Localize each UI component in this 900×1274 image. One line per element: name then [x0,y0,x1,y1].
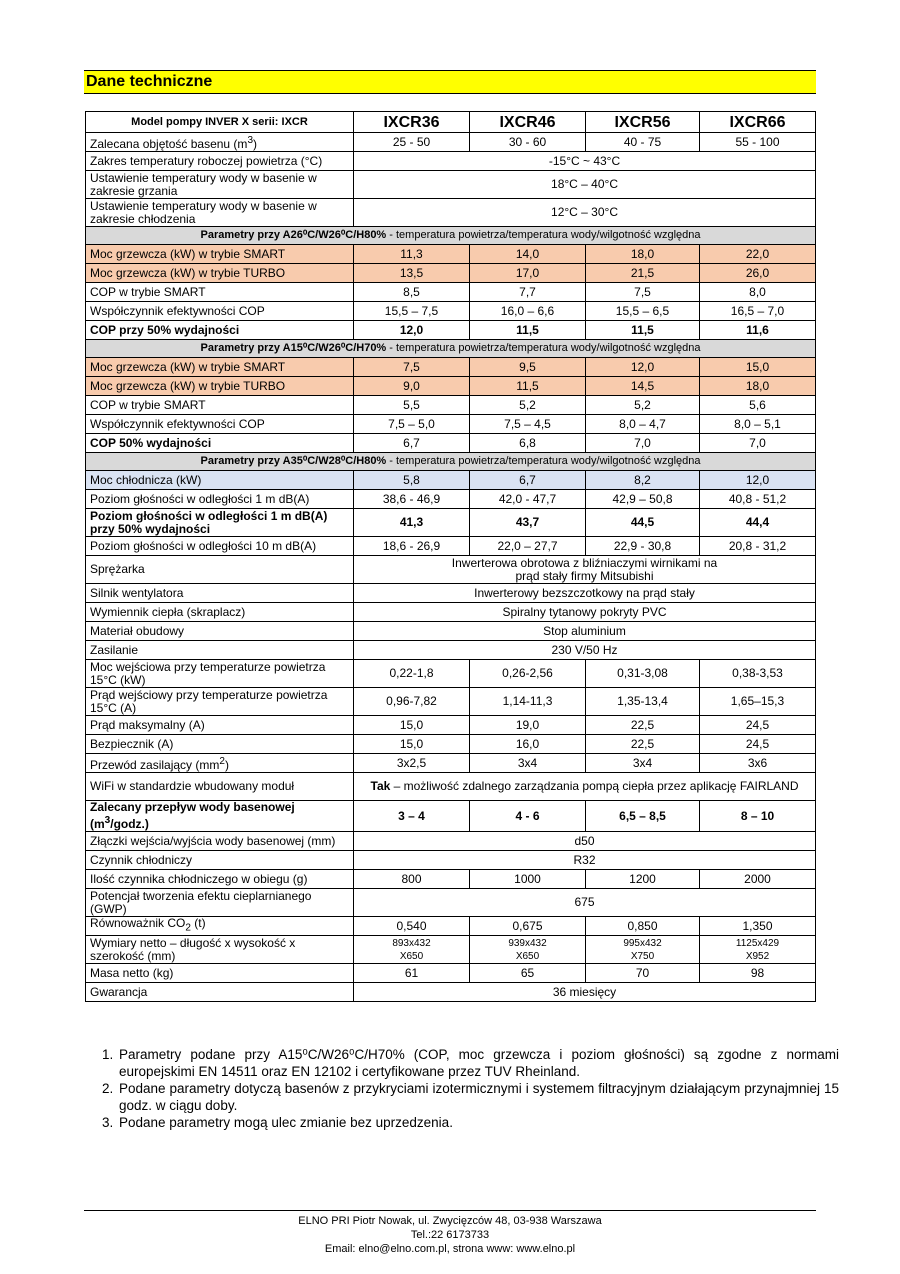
table-row [86,396,816,415]
row-value: 8 – 10 [700,801,816,832]
row-value: 6,7 [470,471,586,490]
row-value: 18,0 [586,245,700,264]
row-label: COP w trybie SMART [86,396,354,415]
row-label: Złączki wejścia/wyjścia wody basenowej (mm) [86,832,354,851]
row-value: 15,0 [700,358,816,377]
row-value: 6,7 [354,434,470,453]
row-label: Materiał obudowy [86,622,354,641]
row-value: 1125x429 X952 [700,936,816,964]
table-row [86,490,816,509]
row-label: Sprężarka [86,556,354,584]
table-row [86,302,816,321]
row-value: 25 - 50 [354,133,470,152]
section-title: Dane techniczne [86,73,213,90]
row-label: Bezpiecznik (A) [86,735,354,754]
row-label: Równoważnik $CO_2$ (t) [86,917,354,936]
row-value: 3x4 [470,754,586,773]
row-value: 18°C – 40°C [354,171,816,199]
row-value: 11,5 [470,377,586,396]
row-value: 0,675 [470,917,586,936]
row-label: Moc wejściowa przy temperaturze powietrza 15°C (kW) [86,660,354,688]
row-label: Wymiennik ciepła (skraplacz) [86,603,354,622]
row-value: 2000 [700,870,816,889]
row-value: 8,0 – 5,1 [700,415,816,434]
row-value: 1,35-13,4 [586,688,700,716]
row-label: Poziom głośności w odległości 10 m dB(A) [86,537,354,556]
row-value: 15,0 [354,735,470,754]
row-value: 44,5 [586,509,700,537]
row-value: 42,9 – 50,8 [586,490,700,509]
row-value: 18,0 [700,377,816,396]
table-row [86,870,816,889]
row-label: Moc chłodnicza (kW) [86,471,354,490]
table-row [86,358,816,377]
row-value: 8,2 [586,471,700,490]
row-value: 5,2 [470,396,586,415]
row-value: 42,0 - 47,7 [470,490,586,509]
table-row [86,509,816,537]
table-row [86,622,816,641]
row-value: 7,0 [586,434,700,453]
spec-table [85,111,816,1002]
row-value: 0,22-1,8 [354,660,470,688]
row-value: 22,0 [700,245,816,264]
row-value: 20,8 - 31,2 [700,537,816,556]
row-value: 22,5 [586,716,700,735]
table-row [86,283,816,302]
row-value: 15,5 – 6,5 [586,302,700,321]
row-value: Tak – możliwość zdalnego zarządzania pompą ciepła przez aplikację FAIRLAND [354,773,816,801]
section-header-row [86,227,816,245]
row-value: Stop aluminium [354,622,816,641]
row-label: Zasilanie [86,641,354,660]
row-value: 44,4 [700,509,816,537]
row-value: 7,5 – 4,5 [470,415,586,434]
table-row [86,754,816,773]
table-row [86,773,816,801]
row-value: 26,0 [700,264,816,283]
row-label: Wymiary netto – długość x wysokość x szerokość (mm) [86,936,354,964]
row-value: 6,5 – 8,5 [586,801,700,832]
row-value: 14,5 [586,377,700,396]
row-value: 8,5 [354,283,470,302]
table-row [86,688,816,716]
table-row [86,735,816,754]
section-title-bar [84,70,816,94]
table-row [86,801,816,832]
model-name: IXCR36 [354,112,470,133]
row-value: d50 [354,832,816,851]
row-value: 40 - 75 [586,133,700,152]
row-value: 800 [354,870,470,889]
row-value: 38,6 - 46,9 [354,490,470,509]
row-value: 40,8 - 51,2 [700,490,816,509]
row-value: 5,5 [354,396,470,415]
row-value: 12°C – 30°C [354,199,816,227]
table-row [86,171,816,199]
row-value: 5,6 [700,396,816,415]
row-label: COP 50% wydajności [86,434,354,453]
row-value: 24,5 [700,716,816,735]
model-name: IXCR46 [470,112,586,133]
row-label: Zalecana objętość basenu $(m^3)$ [86,133,354,152]
table-row [86,556,816,584]
row-value: 18,6 - 26,9 [354,537,470,556]
row-value: 22,9 - 30,8 [586,537,700,556]
row-label: Potencjał tworzenia efektu cieplarnianego (GWP) [86,889,354,917]
row-label: Prąd maksymalny (A) [86,716,354,735]
row-value: 41,3 [354,509,470,537]
footnote: 2. Podane parametry dotyczą basenów z przykryciami izotermicznymi i systemem filtracyjnym działającym przynajmniej 15 godz. w ciągu doby. [117,1080,839,1114]
row-value: 11,5 [470,321,586,340]
footer-address: ELNO PRI Piotr Nowak, ul. Zwycięzców 48, 03-938 Warszawa [298,1215,602,1227]
row-value: 16,5 – 7,0 [700,302,816,321]
row-value: 9,0 [354,377,470,396]
footer-phone: Tel.:22 6173733 [410,1229,490,1241]
row-value: Inwerterowy bezszczotkowy na prąd stały [354,584,816,603]
row-label: Zalecany przepływ wody basenowej $(m^3/godz.)$ [86,801,354,832]
row-label: Moc grzewcza (kW) w trybie TURBO [86,377,354,396]
section-header: Parametry przy A26⁰C/W26⁰C/H80% - temperatura powietrza/temperatura wody/wilgotność względna [86,227,816,245]
row-value: 21,5 [586,264,700,283]
footnote: 1. Parametry podane przy A15⁰C/W26⁰C/H70% (COP, moc grzewcza i poziom głośności) są zgodne z normami europejskimi EN 14511 oraz EN 12102 i certyfikowane przez TUV Rheinland. [117,1046,839,1080]
row-value: 3x2,5 [354,754,470,773]
table-row [86,936,816,964]
row-value: 893x432 X650 [354,936,470,964]
row-label: Współczynnik efektywności COP [86,302,354,321]
model-label: Model pompy INVER X serii: IXCR [86,112,354,133]
row-value: 7,5 [354,358,470,377]
table-row [86,983,816,1002]
table-row [86,471,816,490]
row-value: 11,5 [586,321,700,340]
row-value: 675 [354,889,816,917]
row-label: COP w trybie SMART [86,283,354,302]
row-value: 0,96-7,82 [354,688,470,716]
section-header: Parametry przy A35⁰C/W28⁰C/H80% - temperatura powietrza/temperatura wody/wilgotność względna [86,453,816,471]
table-row [86,603,816,622]
table-header-row [86,112,816,133]
row-value: -15°C ~ 43°C [354,152,816,171]
footnote: 3. Podane parametry mogą ulec zmianie bez uprzedzenia. [117,1114,839,1131]
row-label: Moc grzewcza (kW) w trybie SMART [86,358,354,377]
table-row [86,851,816,870]
row-value: 9,5 [470,358,586,377]
row-value: 15,5 – 7,5 [354,302,470,321]
row-label: Ustawienie temperatury wody w basenie w zakresie chłodzenia [86,199,354,227]
row-label: Zakres temperatury roboczej powietrza (°C) [86,152,354,171]
section-header-row [86,340,816,358]
row-label: Moc grzewcza (kW) w trybie TURBO [86,264,354,283]
row-value: 36 miesięcy [354,983,816,1002]
table-row [86,321,816,340]
table-row [86,152,816,171]
table-row [86,415,816,434]
row-value: 12,0 [586,358,700,377]
section-header: Parametry przy A15⁰C/W26⁰C/H70% - temperatura powietrza/temperatura wody/wilgotność względna [86,340,816,358]
table-row [86,199,816,227]
row-label: Poziom głośności w odległości 1 m dB(A) przy 50% wydajności [86,509,354,537]
row-value: 14,0 [470,245,586,264]
row-value: 13,5 [354,264,470,283]
section-header-row [86,453,816,471]
row-value: 16,0 [470,735,586,754]
row-label: Współczynnik efektywności COP [86,415,354,434]
row-value: 1,350 [700,917,816,936]
row-label: Czynnik chłodniczy [86,851,354,870]
row-value: Inwerterowa obrotowa z bliźniaczymi wirnikami na prąd stały firmy Mitsubishi [354,556,816,584]
row-value: 5,8 [354,471,470,490]
row-value: 61 [354,964,470,983]
row-label: Masa netto (kg) [86,964,354,983]
row-label: Prąd wejściowy przy temperaturze powietrza 15°C (A) [86,688,354,716]
row-value: 12,0 [700,471,816,490]
row-label: Moc grzewcza (kW) w trybie SMART [86,245,354,264]
row-value: 15,0 [354,716,470,735]
row-value: 0,850 [586,917,700,936]
row-value: 1,65–15,3 [700,688,816,716]
row-value: 98 [700,964,816,983]
row-label: Przewód zasilający $(mm^2)$ [86,754,354,773]
row-label: WiFi w standardzie wbudowany moduł [86,773,354,801]
table-row [86,264,816,283]
row-label: Gwarancja [86,983,354,1002]
row-value: 0,38-3,53 [700,660,816,688]
table-row [86,889,816,917]
row-value: 939x432 X650 [470,936,586,964]
row-value: 24,5 [700,735,816,754]
table-row [86,964,816,983]
row-value: 230 V/50 Hz [354,641,816,660]
row-value: 70 [586,964,700,983]
row-value: 12,0 [354,321,470,340]
row-value: 6,8 [470,434,586,453]
row-value: 3 – 4 [354,801,470,832]
footer-divider [84,1210,816,1211]
row-value: 7,5 – 5,0 [354,415,470,434]
row-value: Spiralny tytanowy pokryty PVC [354,603,816,622]
row-value: 995x432 X750 [586,936,700,964]
row-value: 11,6 [700,321,816,340]
table-row [86,917,816,936]
row-value: 0,31-3,08 [586,660,700,688]
row-label: Silnik wentylatora [86,584,354,603]
row-label: COP przy 50% wydajności [86,321,354,340]
row-value: 30 - 60 [470,133,586,152]
row-value: 7,7 [470,283,586,302]
row-value: 17,0 [470,264,586,283]
table-row [86,641,816,660]
row-label: Poziom głośności w odległości 1 m dB(A) [86,490,354,509]
row-value: 43,7 [470,509,586,537]
row-value: 8,0 – 4,7 [586,415,700,434]
row-value: 19,0 [470,716,586,735]
row-value: 0,540 [354,917,470,936]
table-row [86,584,816,603]
row-value: 22,5 [586,735,700,754]
table-row [86,434,816,453]
row-value: 3x4 [586,754,700,773]
table-row [86,245,816,264]
row-value: 5,2 [586,396,700,415]
footer-contact: Email: elno@elno.com.pl, strona www: www.elno.pl [324,1243,576,1255]
row-value: 7,0 [700,434,816,453]
row-value: 16,0 – 6,6 [470,302,586,321]
table-row [86,832,816,851]
row-value: 3x6 [700,754,816,773]
row-value: 55 - 100 [700,133,816,152]
row-value: 1,14-11,3 [470,688,586,716]
table-row [86,660,816,688]
footnotes-list [95,1046,839,1131]
model-name: IXCR66 [700,112,816,133]
row-value: 7,5 [586,283,700,302]
row-value: 0,26-2,56 [470,660,586,688]
row-value: 65 [470,964,586,983]
table-row [86,716,816,735]
row-value: 1200 [586,870,700,889]
row-value: 4 - 6 [470,801,586,832]
row-label: Ilość czynnika chłodniczego w obiegu (g) [86,870,354,889]
row-value: 11,3 [354,245,470,264]
table-row [86,377,816,396]
model-name: IXCR56 [586,112,700,133]
row-label: Ustawienie temperatury wody w basenie w zakresie grzania [86,171,354,199]
row-value: 1000 [470,870,586,889]
row-value: R32 [354,851,816,870]
row-value: 8,0 [700,283,816,302]
row-value: 22,0 – 27,7 [470,537,586,556]
table-row [86,133,816,152]
table-row [86,537,816,556]
company-footer [84,1214,816,1256]
